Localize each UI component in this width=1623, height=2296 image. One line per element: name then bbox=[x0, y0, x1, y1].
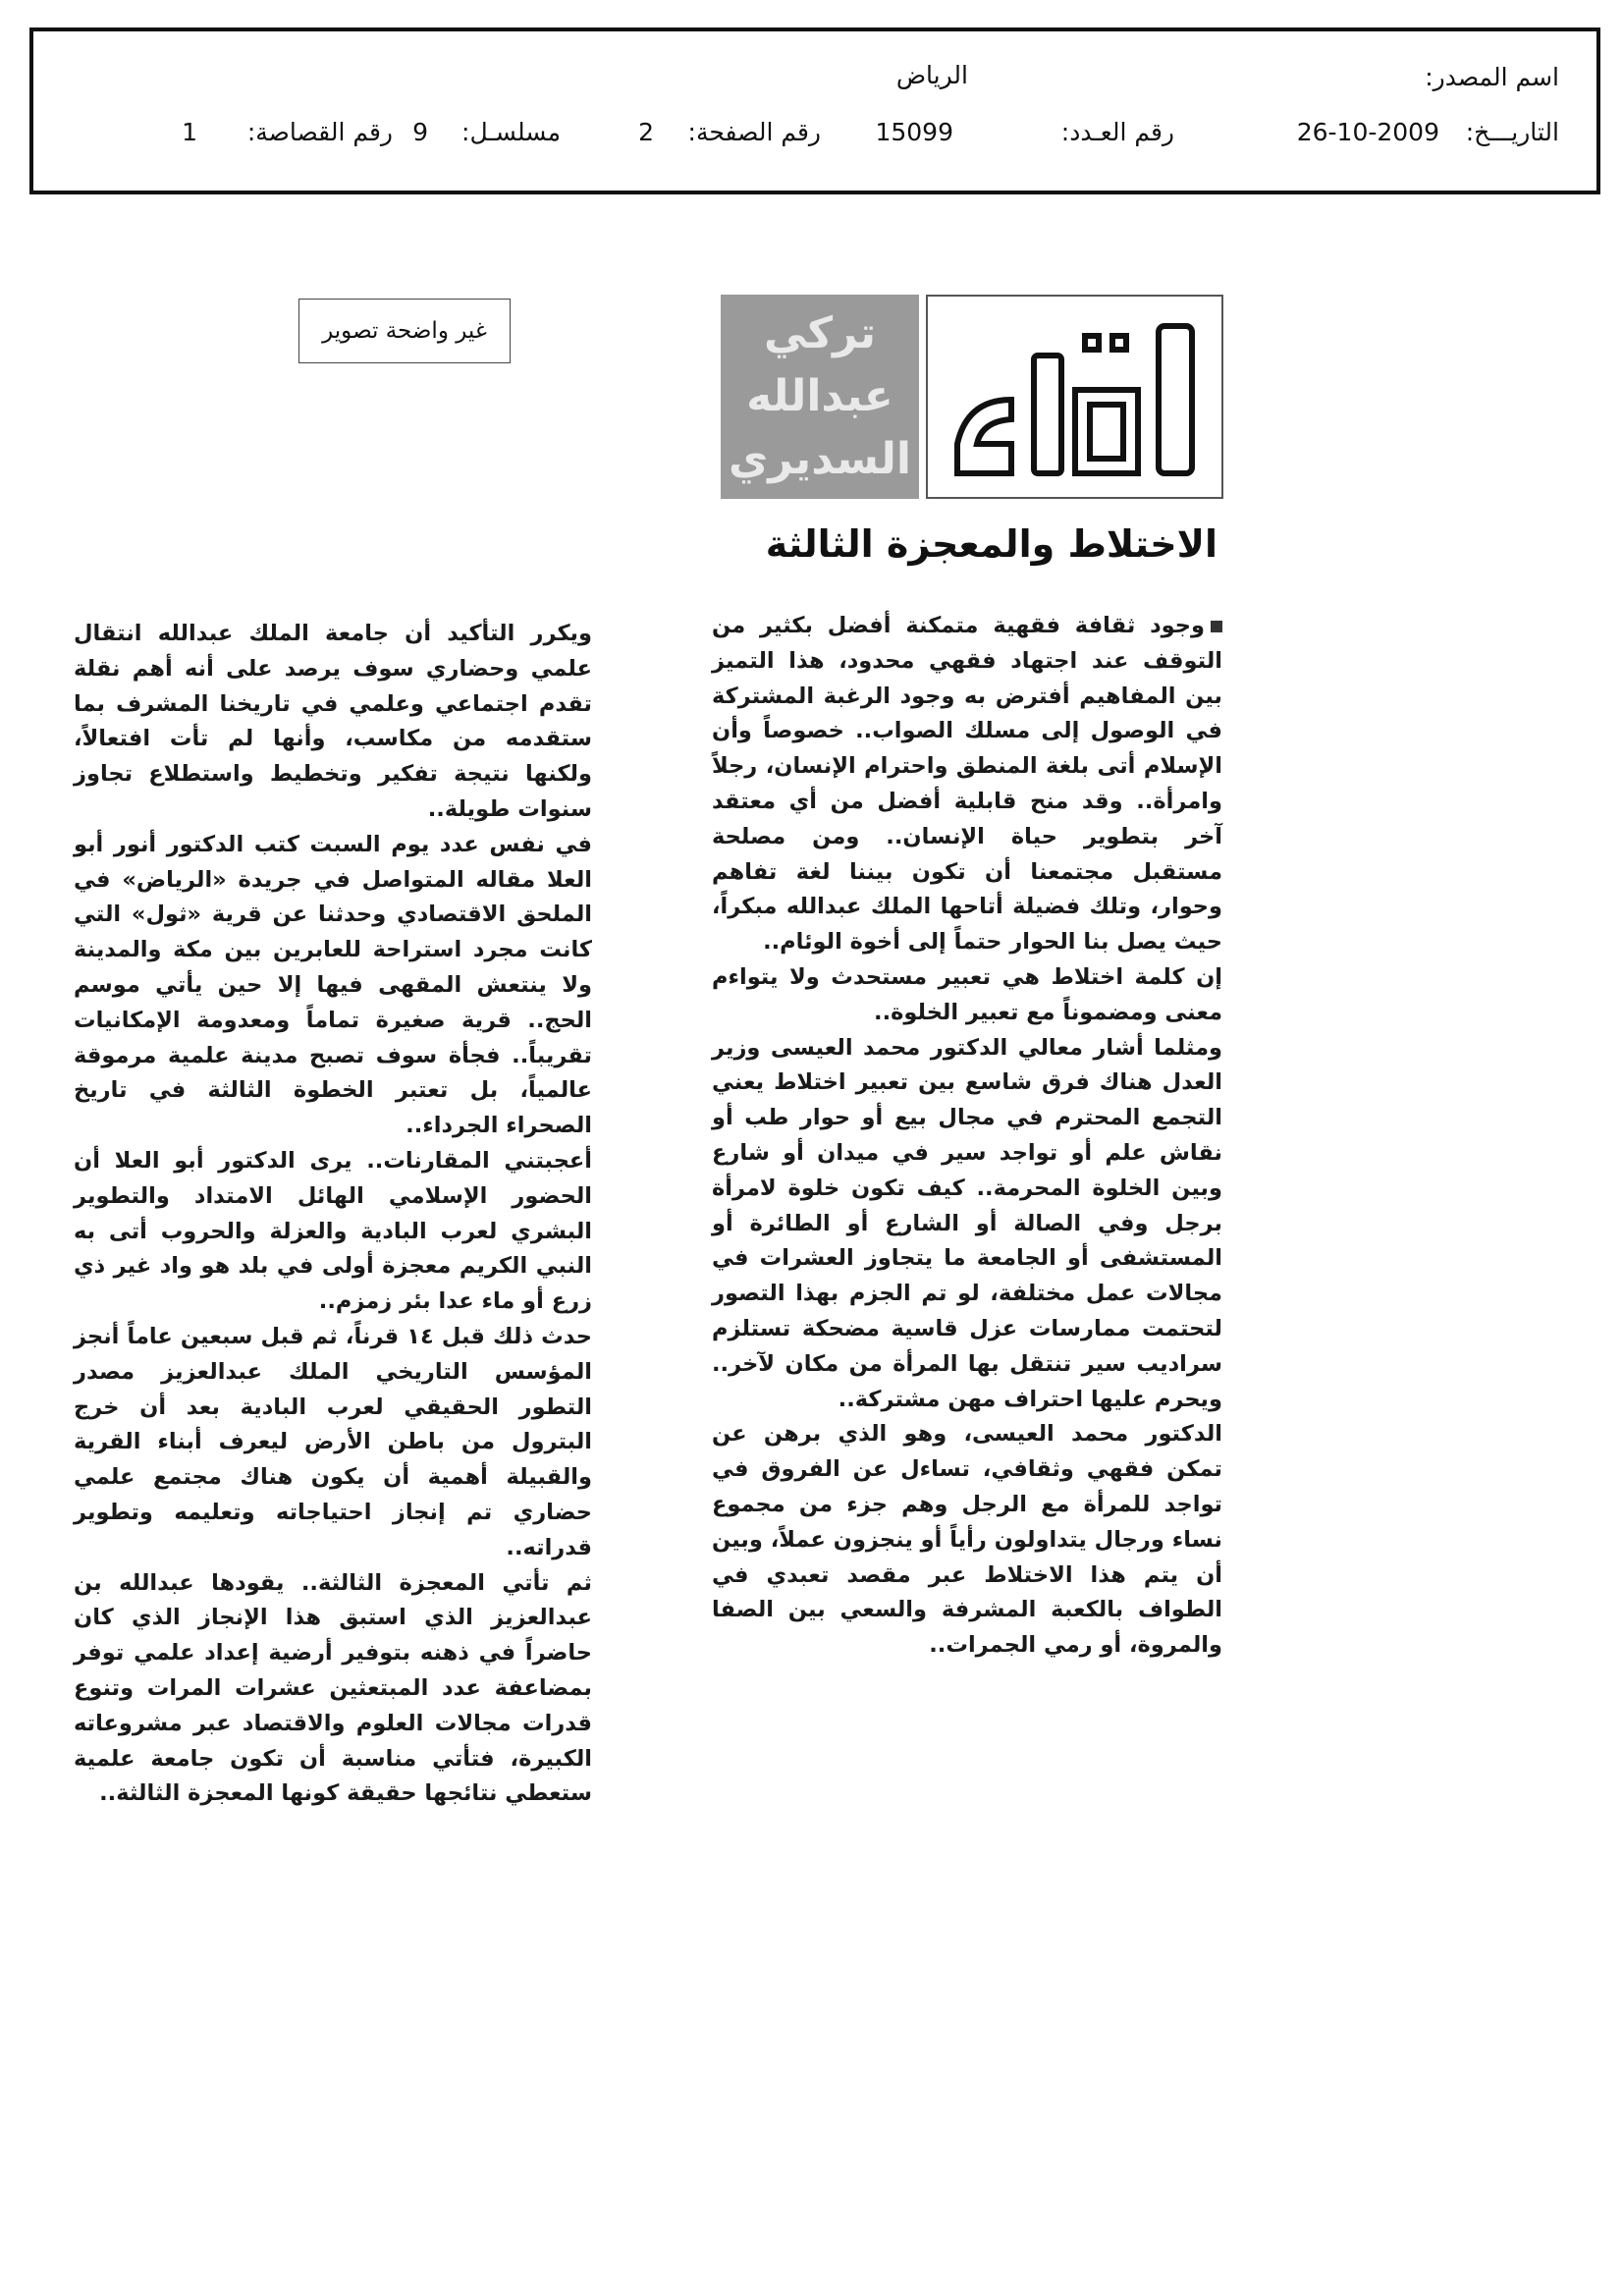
author-first-name: تركي bbox=[764, 308, 876, 358]
issue-label: رقم العـدد: bbox=[1060, 118, 1174, 146]
paragraph: في نفس عدد يوم السبت كتب الدكتور أنور أبو العلا مقاله المتواصل في جريدة «الرياض» في الملحق الاقتصادي وحدثنا عن قرية «ثول» التي كانت مجرد استراحة للعابرين بين مكة والمدينة ولا ينتعش المقهى فيها إلا حين يأتي موسم الحج.. قرية صغيرة تماماً ومعدومة الإمكانيات تقريباً.. فجأة سوف تصبح مدينة علمية مرموقة عالمياً، بل تعتبر الخطوة الثالثة في تاريخ الصحراء الجرداء.. bbox=[74, 831, 592, 1139]
unclear-copy-note: غير واضحة تصوير bbox=[298, 299, 511, 363]
clipping-value: 1 bbox=[182, 118, 197, 146]
issue-value: 15099 bbox=[875, 118, 953, 146]
article-title: الاختلاط والمعجزة الثالثة bbox=[765, 522, 1217, 566]
date-label: التاريـــخ: bbox=[1465, 118, 1559, 146]
source-label: اسم المصدر: bbox=[1425, 63, 1559, 91]
clipping-label: رقم القصاصة: bbox=[246, 118, 393, 146]
page-value: 2 bbox=[638, 118, 654, 146]
serial-label: مسلسـل: bbox=[461, 118, 561, 146]
paragraph: إن كلمة اختلاط هي تعبير مستحدث ولا يتواءم معنى ومضموناً مع تعبير الخلوة.. bbox=[712, 963, 1222, 1025]
paragraph: حدث ذلك قبل ١٤ قرناً، ثم قبل سبعين عاماً أنجز المؤسس التاريخي الملك عبدالعزيز مصدر التطور الحقيقي لعرب البادية بعد أن خرج البترول من باطن الأرض ليعرف أبناء القرية والقبيلة أهمية أن يكون هناك مجتمع علمي حضاري تم إنجاز احتياجاته وتعليمه وتطوير قدراته.. bbox=[74, 1323, 592, 1560]
paragraph: ثم تأتي المعجزة الثالثة.. يقودها عبدالله بن عبدالعزيز الذي استبق هذا الإنجاز الذي كان حاضراً في ذهنه بتوفير أرضية إعداد علمي توفر بمضاعفة عدد المبتعثين عشرات المرات وتنوع قدرات مجالات العلوم والاقتصاد عبر مشروعاته الكبيرة، فتأتي مناسبة أن تكون جامعة علمية ستعطي نتائجها حقيقة كونها المعجزة الثالثة.. bbox=[74, 1569, 592, 1807]
paragraph: ومثلما أشار معالي الدكتور محمد العيسى وزير العدل هناك فرق شاسع بين تعبير اختلاط يعني التجمع المحترم في مجال بيع أو حوار طب أو نقاش علم أو تواجد سير في ميدان أو شارع وبين الخلوة المحرمة.. كيف تكون خلوة لامرأة برجل وفي الصالة أو الشارع أو الطائرة أو المستشفى أو الجامعة ما يتجاوز العشرات في مجالات عمل مختلفة، لو تم الجزم بهذا التصور لتحتمت ممارسات عزل قاسية مضحكة تستلزم سراديب سير تنتقل بها المرأة من مكان لآخر.. ويحرم عليها احتراف مهن مشتركة.. bbox=[712, 1034, 1222, 1412]
page-label: رقم الصفحة: bbox=[687, 118, 821, 146]
article-column-right bbox=[712, 609, 1222, 1664]
paragraph: الدكتور محمد العيسى، وهو الذي برهن عن تمكن فقهي وثقافي، تساءل عن الفروق في تواجد للمرأة مع الرجل وهم جزء من مجموع نساء ورجال يتداولون رأياً أو ينجزون عملاً، وبين أن يتم هذا الاختلاط عبر مقصد تعبدي في الطواف بالكعبة المشرفة والسعي بين الصفا والمروة، أو رمي الجمرات.. bbox=[712, 1421, 1222, 1659]
paragraph: وجود ثقافة فقهية متمكنة أفضل بكثير من التوقف عند اجتهاد فقهي محدود، هذا التميز بين المفاهيم أفترض به وجود الرغبة المشتركة في الوصول إلى مسلك الصواب.. خصوصاً وأن الإسلام أتى بلغة المنطق واحترام الإنسان، رجلاً وامرأة.. وقد منح قابلية أفضل من أي معتقد آخر بتطوير حياة الإنسان.. ومن مصلحة مستقبل مجتمعنا أن تكون بيننا لغة تفاهم وحوار، وتلك فضيلة أتاحها الملك عبدالله مبكراً، حيث يصل بنا الحوار حتماً إلى أخوة الوئام.. bbox=[712, 613, 1222, 956]
serial-value: 9 bbox=[412, 118, 428, 146]
source-value: الرياض bbox=[895, 61, 968, 89]
date-value: 26-10-2009 bbox=[1296, 118, 1439, 146]
paragraph: ويكرر التأكيد أن جامعة الملك عبدالله انتقال علمي وحضاري سوف يرصد على أنه أهم نقلة تقدم اجتماعي وعلمي في تاريخنا المشرف بما ستقدمه من مكاسب، وأنها لم تأت افتعالاً، ولكنها نتيجة تفكير وتخطيط واستطلاع تجاوز سنوات طويلة.. bbox=[74, 621, 592, 822]
article-column-left bbox=[74, 617, 592, 1812]
paragraph: أعجبتني المقارنات.. يرى الدكتور أبو العلا أن الحضور الإسلامي الهائل الامتداد والتطوير البشري لعرب البادية والعزلة والحروب أتى به النبي الكريم معجزة أولى في بلد هو واد غير ذي زرع أو ماء عدا بئر زمزم.. bbox=[74, 1147, 592, 1315]
column-logo-title: لقاء bbox=[1154, 355, 1156, 356]
column-logo bbox=[926, 295, 1223, 499]
author-last-name: السديري bbox=[728, 434, 911, 484]
clipping-header-box bbox=[29, 27, 1600, 194]
author-name-block bbox=[721, 295, 919, 499]
column-logo-graphic bbox=[928, 297, 1225, 501]
square-bullet-icon bbox=[1211, 621, 1222, 632]
author-middle-name: عبدالله bbox=[746, 371, 893, 421]
